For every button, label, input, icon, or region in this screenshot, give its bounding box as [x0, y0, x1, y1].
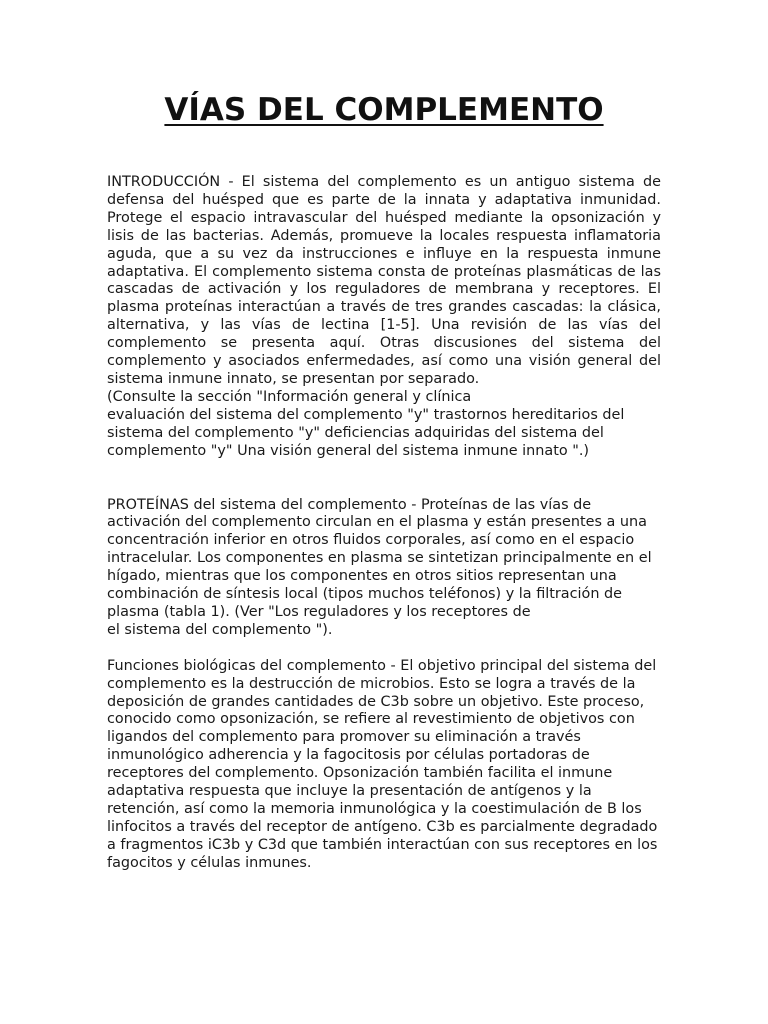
paragraph-funciones-biologicas	[107, 658, 661, 873]
paragraph-introduccion	[107, 174, 661, 461]
paragraph-line: INTRODUCCIÓN - El sistema del complemento es un antiguo sistema de defensa del huésped que es parte de la innata y adaptativa inmunidad. Protege el espacio intravascular del huésped mediante la opsonización y lisis de las bacterias. Además, promueve la locales respuesta inflamatoria aguda, que a su vez da instrucciones e influye en la respuesta inmune adaptativa. El complemento sistema consta de proteínas plasmáticas de las cascadas de activación y los reguladores de membrana y receptores. El plasma proteínas interactúan a través de tres grandes cascadas: la clásica, alternativa, y las vías de lectina [1-5]. Una revisión de las vías del complemento se presenta aquí. Otras discusiones del sistema del complemento y asociados enfermedades, así como una visión general del sistema inmune innato, se presentan por separado.	[107, 174, 661, 387]
paragraph-line: el sistema del complemento ").	[107, 621, 333, 638]
paragraph-spacer	[107, 640, 661, 658]
paragraph-line: (Consulte la sección "Información general y clínica	[107, 388, 472, 405]
paragraph-proteinas	[107, 497, 661, 640]
paragraph-line: PROTEÍNAS del sistema del complemento - Proteínas de las vías de activación del complemento circulan en el plasma y están presentes a una concentración inferior en otros fluidos corporales, así como en el espacio intracelular. Los componentes en plasma se sintetizan principalmente en el hígado, mientras que los componentes en otros sitios representan una combinación de síntesis local (tipos muchos teléfonos) y la filtración de plasma (tabla 1). (Ver "Los reguladores y los receptores de	[107, 496, 652, 620]
document-title: VÍAS DEL COMPLEMENTO	[164, 92, 604, 128]
paragraph-line: evaluación del sistema del complemento "y" trastornos hereditarios del sistema del complemento "y" deficiencias adquiridas del sistema del complemento "y" Una visión general del sistema inmune innato ".)	[107, 406, 625, 459]
paragraph-line: Funciones biológicas del complemento - El objetivo principal del sistema del complemento es la destrucción de microbios. Esto se logra a través de la deposición de grandes cantidades de C3b sobre un objetivo. Este proceso, conocido como opsonización, se refiere al revestimiento de objetivos con ligandos del complemento para promover su eliminación a través inmunológico adherencia y la fagocitosis por células portadoras de receptores del complemento. Opsonización también facilita el inmune adaptativa respuesta que incluye la presentación de antígenos y la retención, así como la memoria inmunológica y la coestimulación de B los linfocitos a través del receptor de antígeno. C3b es parcialmente degradado a fragmentos iC3b y C3d que también interactúan con sus receptores en los fagocitos y células inmunes.	[107, 657, 658, 871]
paragraph-spacer	[107, 461, 661, 497]
